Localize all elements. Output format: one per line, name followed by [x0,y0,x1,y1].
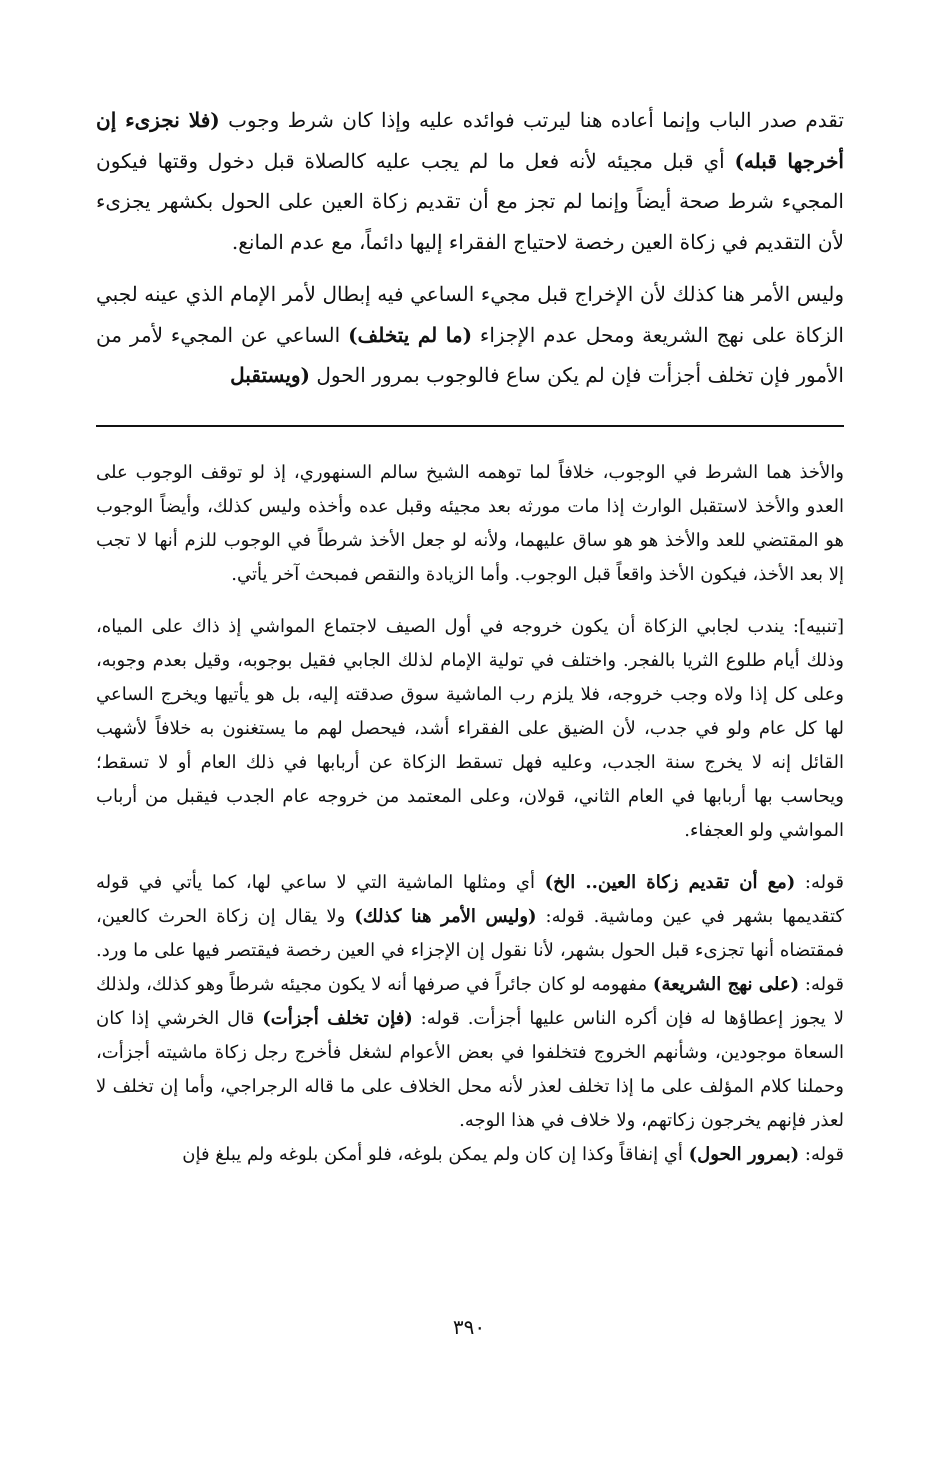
bold-quote: (ما لم يتخلف) [348,322,473,347]
text-run: وليس الأمر هنا كذلك لأن الإخراج قبل مجيء الساعي فيه إبطال لأمر الإمام الذي عينه لجبي الزكاة على نهج الشريعة ومحل عدم الإجزاء [96,282,844,347]
text-run: الساعي عن المجيء لأمر من الأمور فإن تخلف أجزأت فإن لم يكن ساع فالوجوب بمرور الحول [96,322,844,387]
commentary-paragraph-3 [96,866,844,1138]
commentary-paragraph-1: والأخذ هما الشرط في الوجوب، خلافاً لما توهمه الشيخ سالم السنهوري، إذ لو توقف الوجوب على العدو والأخذ لاستقبل الوارث إذا مات مورثه بعد مجيئه وقبل عده وأخذه وليس كذلك، وأيضاً الوجوب هو المقتضي للعد والأخذ هو هو ساق عليهما، ولأنه لو جعل الأخذ شرطاً في الوجوب للزم أنها لا تجب إلا بعد الأخذ، فيكون الأخذ واقعاً قبل الوجوب. وأما الزيادة والنقص فمبحث آخر يأتي. [96,462,844,585]
bold-quote: (مع أن تقديم زكاة العين.. الخ) [544,872,796,893]
bold-quote: (فإن تخلف أجزأت) [262,1008,413,1029]
bold-quote: (على نهج الشريعة) [652,974,800,995]
bold-quote: (فلا نجزىء إن أخرجها قبله) [96,108,844,173]
text-run: قوله: [795,872,845,893]
text-run: قوله: [799,1144,844,1165]
text-run: مفهومه لو كان جائراً في صرفها أنه لا يكون مجيئه شرطاً وهو كذلك، ولذلك لا يجوز إعطاؤها له فإن أكره الناس عليها أجزأت. قوله: [96,974,844,1029]
text-run: قال الخرشي إذا كان السعاة موجودين، وشأنهم الخروج فتخلفوا في بعض الأعوام لشغل فأخرج رجل زكاة ماشيته أجزأت، وحملنا كلام المؤلف على ما إذا تخلف لعذر لأنه محل الخلاف على ما قاله الرجراجي، وأما إن تخلف لا لعذر فإنهم يخرجون زكاتهم، ولا خلاف في هذا الوجه. [96,1008,844,1131]
main-text [96,100,844,408]
page-number: ٣٩٠ [452,1315,486,1339]
commentary-note-tanbih: [تنبيه]: يندب لجابي الزكاة أن يكون خروجه في أول الصيف لاجتماع المواشي إذ ذاك على المياه، وذلك أيام طلوع الثريا بالفجر. واختلف في تولية الإمام لذلك الجابي فقيل بوجوبه، وقيل بعدم وجوبه، وعلى كل إذا ولاه وجب خروجه، فلا يلزم رب الماشية سوق صدقته إليه، بل هو يأتيها ويخرج الساعي لها كل عام ولو في جدب، لأن الضيق على الفقراء أشد، فيحصل لهم ما يستغنون به خلافاً لأشهب القائل إنه لا يخرج سنة الجدب، وعليه فهل تسقط الزكاة عن أربابها في ذلك العام أو لا تسقط؛ ويحاسب بها أربابها في العام الثاني، قولان، وعلى المعتمد من خروجه عام الجدب فيقبل من أرباب المواشي ولو العجفاء. [96,616,844,841]
text-run: أي ومثلها الماشية التي لا ساعي لها، كما يأتي في قوله كتقديمها بشهر في عين وماشية. قوله: [96,872,844,927]
main-paragraph-1 [96,100,844,262]
commentary-paragraph-4 [96,1138,844,1172]
text-run: تقدم صدر الباب وإنما أعاده هنا ليرتب فوائده عليه وإذا كان شرط وجوب [219,108,844,132]
commentary-section [96,456,844,1172]
text-run: أي إنفاقاً وكذا إن كان ولم يمكن بلوغه، فلو أمكن بلوغه ولم يبلغ فإن [182,1144,689,1165]
bold-quote: (بمرور الحول) [688,1144,800,1165]
text-run: أي قبل مجيئه لأنه فعل ما لم يجب عليه كالصلاة قبل دخول وقتها فيكون المجيء شرط صحة أيضاً وإنما لم تجز مع أن تقديم زكاة العين على الحول بكشهر يجزىء لأن التقديم في زكاة العين رخصة لاحتياج الفقراء إليها دائماً، مع عدم المانع. [96,148,844,254]
text-run: ولا يقال إن زكاة الحرث كالعين، فمقتضاه أنها تجزىء قبل الحول بشهر، لأنا نقول إن الإجزاء في العين رخصة فيقتصر فيها على ما ورد. قوله: [96,906,845,995]
main-paragraph-2 [96,274,844,396]
bold-quote: (وليس الأمر هنا كذلك) [354,906,537,927]
bold-quote: (ويستقبل [230,363,311,387]
footnote-separator [96,425,844,427]
